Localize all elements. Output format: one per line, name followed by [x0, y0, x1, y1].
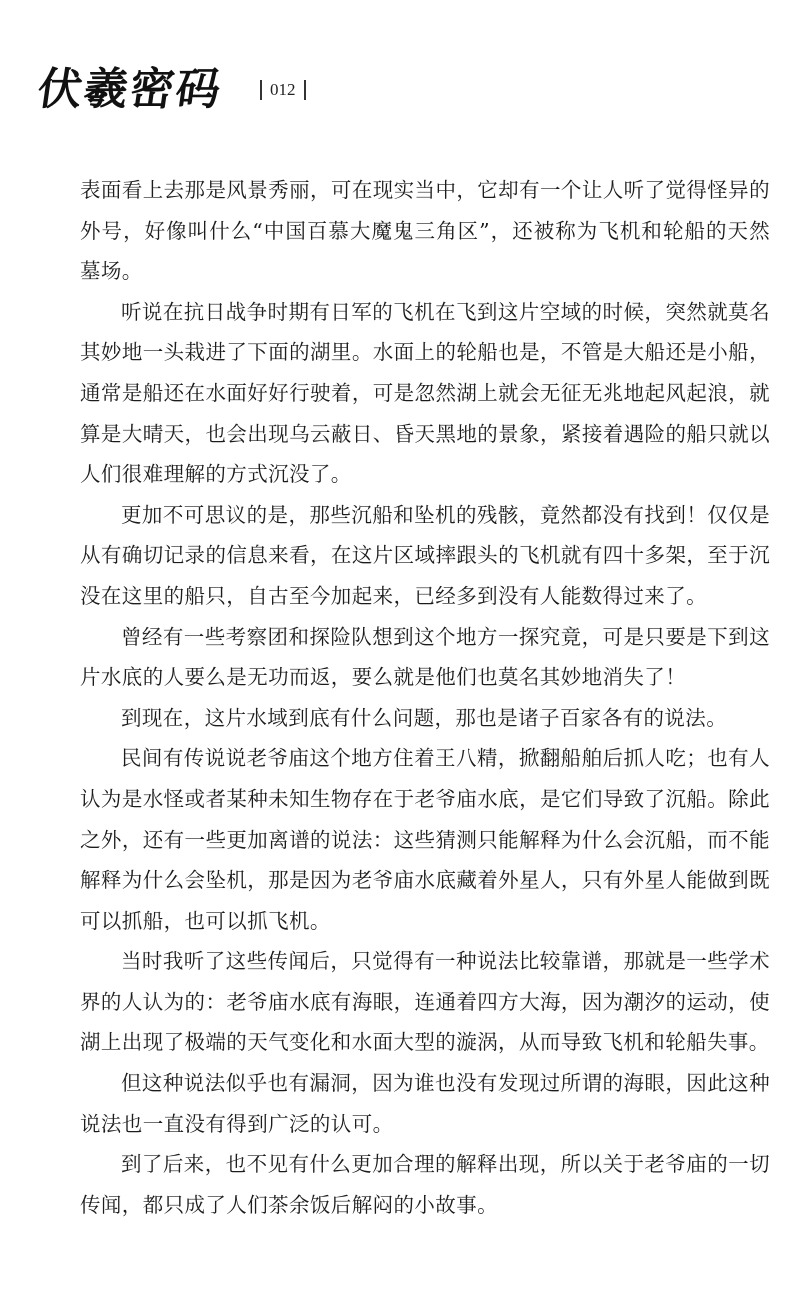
paragraph-2: 听说在抗日战争时期有日军的飞机在飞到这片空域的时候，突然就莫名其妙地一头栽进了下面的湖里。水面上的轮船也是，不管是大船还是小船，通常是船还在水面好好行驶着，可是忽然湖上就会无征无兆地起风起浪，就算是大晴天，也会出现乌云蔽日、昏天黑地的景象，紧接着遇险的船只就以人们很难理解的方式沉没了。 — [80, 299, 770, 487]
page-number-right-bar — [304, 80, 306, 100]
page-number-value: 012 — [270, 80, 296, 99]
book-title: 伏羲密码 — [34, 64, 226, 115]
paragraph-7: 当时我听了这些传闻后，只觉得有一种说法比较靠谱，那就是一些学术界的人认为的：老爷庙水底有海眼，连通着四方大海，因为潮汐的运动，使湖上出现了极端的天气变化和水面大型的漩涡，从而导致飞机和轮船失事。 — [80, 949, 770, 1055]
page-header — [34, 58, 314, 122]
paragraph-5: 到现在，这片水域到底有什么问题，那也是诸子百家各有的说法。 — [121, 705, 728, 730]
paragraph-6: 民间有传说说老爷庙这个地方住着王八精，掀翻船舶后抓人吃；也有人认为是水怪或者某种未知生物存在于老爷庙水底，是它们导致了沉船。除此之外，还有一些更加离谱的说法：这些猜测只能解释为什么会沉船，而不能解释为什么会坠机，那是因为老爷庙水底藏着外星人，只有外星人能做到既可以抓船，也可以抓飞机。 — [80, 746, 770, 933]
paragraph-4: 曾经有一些考察团和探险队想到这个地方一探究竟，可是只要是下到这片水底的人要么是无功而返，要么就是他们也莫名其妙地消失了！ — [80, 624, 770, 690]
paragraph-3: 更加不可思议的是，那些沉船和坠机的残骸，竟然都没有找到！仅仅是从有确切记录的信息来看，在这片区域摔跟头的飞机就有四十多架，至于沉没在这里的船只，自古至今加起来，已经多到没有人能数得过来了。 — [80, 502, 770, 608]
paragraph-9: 到了后来，也不见有什么更加合理的解释出现，所以关于老爷庙的一切传闻，都只成了人们茶余饭后解闷的小故事。 — [80, 1152, 770, 1217]
page-number-left-bar — [260, 80, 262, 100]
body-text — [80, 170, 770, 1225]
paragraph-8: 但这种说法似乎也有漏洞，因为谁也没有发现过所谓的海眼，因此这种说法也一直没有得到广泛的认可。 — [80, 1071, 770, 1136]
page-number — [252, 80, 314, 100]
paragraph-1: 表面看上去那是风景秀丽，可在现实当中，它却有一个让人听了觉得怪异的外号，好像叫什么“中国百慕大魔鬼三角区”，还被称为飞机和轮船的天然墓场。 — [80, 178, 770, 284]
